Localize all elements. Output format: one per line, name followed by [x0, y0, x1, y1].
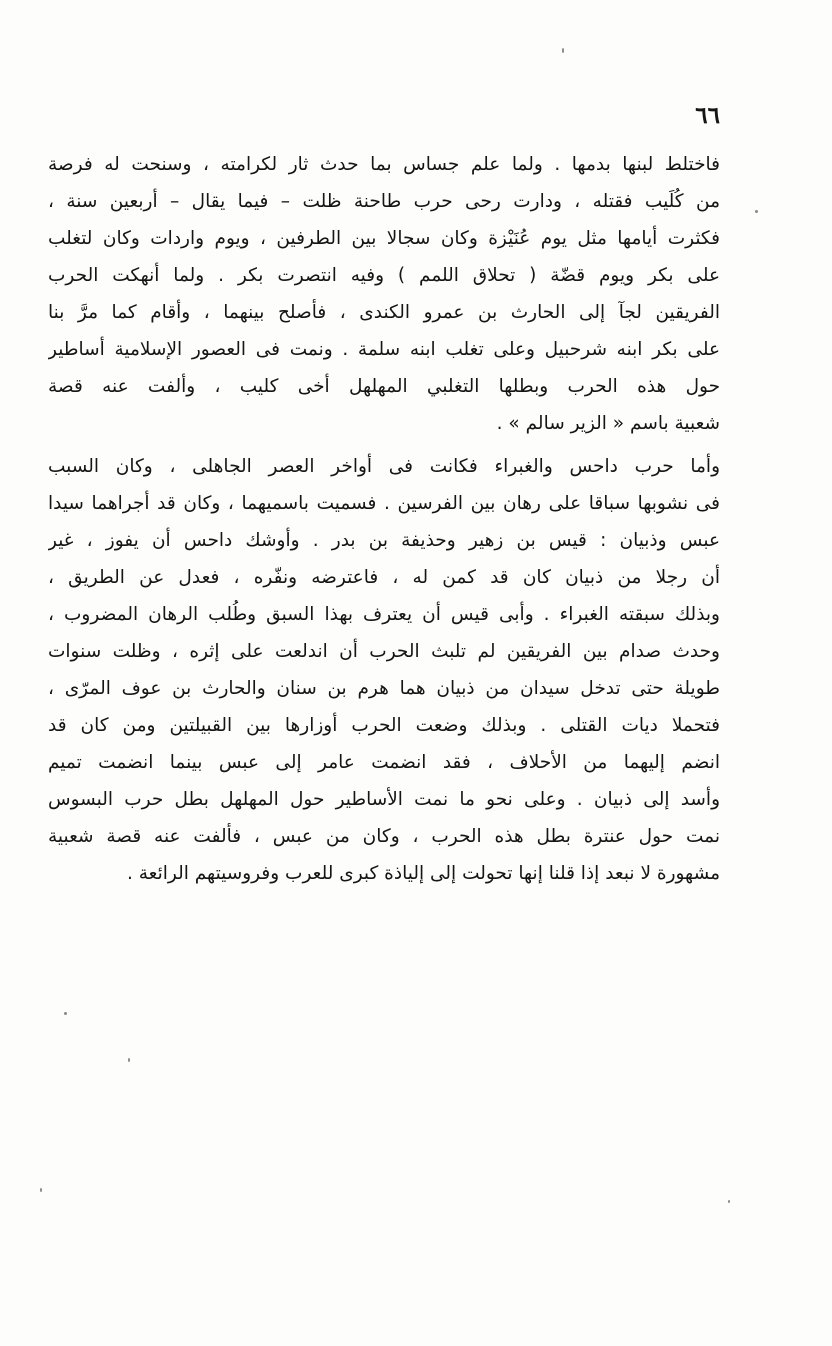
paragraph-dahis-war	[48, 448, 720, 892]
text-line: نمت حول عنترة بطل هذه الحرب ، وكان من عبس ، فألفت عنه قصة شعبية	[48, 826, 720, 847]
text-line: من كُلَيب فقتله ، ودارت رحى حرب طاحنة ظلت – فيما يقال – أربعين سنة ،	[48, 191, 720, 212]
text-line: الفريقين لجآ إلى الحارث بن عمرو الكندى ، فأصلح بينهما ، وأقام كما مرَّ بنا	[48, 302, 720, 323]
text-line: وحدث صدام بين الفريقين لم تلبث الحرب أن اندلعت على إثره ، وظلت سنوات	[48, 641, 720, 662]
text-line: وبذلك سبقته الغبراء . وأبى قيس أن يعترف بهذا السبق وطُلب الرهان المضروب ،	[48, 604, 720, 625]
text-line: عبس وذبيان : قيس بن زهير وحذيفة بن بدر . وأوشك داحس أن يفوز ، غير	[48, 530, 720, 551]
text-line: على بكر ويوم قضّة ( تحلاق اللمم ) وفيه انتصرت بكر . ولما أنهكت الحرب	[48, 265, 720, 286]
text-line: مشهورة لا نبعد إذا قلنا إنها تحولت إلى إلياذة كبرى للعرب وفروسيتهم الرائعة .	[126, 863, 720, 884]
scan-speck	[562, 48, 564, 53]
text-line: انضم إليهما من الأحلاف ، فقد انضمت عامر إلى عبس بينما انضمت تميم	[48, 752, 720, 773]
text-line: فاختلط لبنها بدمها . ولما علم جساس بما حدث ثار لكرامته ، وسنحت له فرصة	[48, 154, 720, 175]
text-line: فتحملا ديات القتلى . وبذلك وضعت الحرب أوزارها بين القبيلتين ومن كان قد	[48, 715, 720, 736]
paragraph-kulaib-war	[48, 146, 720, 442]
text-line: وأما حرب داحس والغبراء فكانت فى أواخر العصر الجاهلى ، وكان السبب	[48, 456, 720, 477]
scan-speck	[128, 1058, 130, 1062]
text-line: حول هذه الحرب وبطلها التغلبي المهلهل أخى كليب ، وألفت عنه قصة	[48, 376, 720, 397]
text-line: وأسد إلى ذبيان . وعلى نحو ما نمت الأساطير حول المهلهل بطل حرب البسوس	[48, 789, 720, 810]
text-line: على بكر ابنه شرحبيل وعلى تغلب ابنه سلمة . ونمت فى العصور الإسلامية أساطير	[48, 339, 720, 360]
text-line: فى نشوبها سباقا على رهان بين الفرسين . فسميت باسميهما ، وكان قد أجراهما سيدا	[48, 493, 720, 514]
text-line: فكثرت أيامها مثل يوم عُنَيْزة وكان سجالا بين الطرفين ، ويوم واردات وكان لتغلب	[48, 228, 720, 249]
text-line: طويلة حتى تدخل سيدان من ذبيان هما هرم بن سنان والحارث بن عوف المرّى ،	[48, 678, 720, 699]
scan-speck	[64, 1012, 67, 1015]
text-line: أن رجلا من ذبيان كان قد كمن له ، فاعترضه ونفّره ، فعدل عن الطريق ،	[48, 567, 720, 588]
scan-speck	[755, 210, 758, 213]
page-number: ٦٦	[695, 102, 720, 129]
scan-speck	[40, 1188, 42, 1192]
scan-speck	[728, 1200, 730, 1203]
text-line: شعبية باسم « الزير سالم » .	[496, 413, 720, 434]
body-text	[48, 146, 720, 892]
